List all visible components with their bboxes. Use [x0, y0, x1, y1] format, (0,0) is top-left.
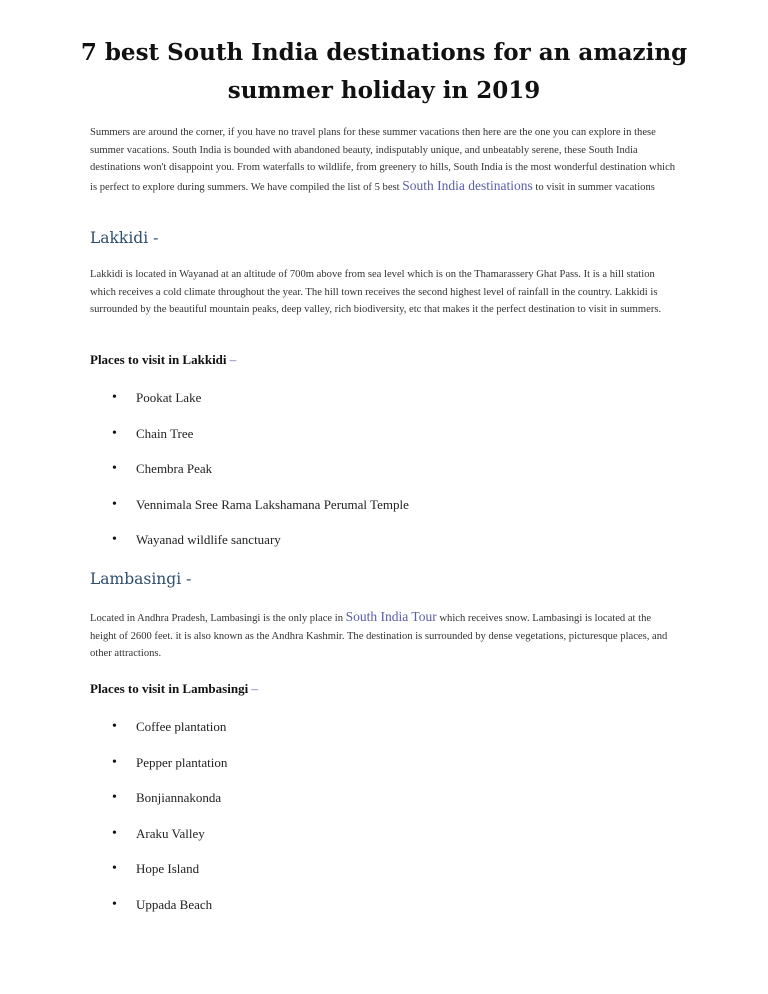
lakkidi-places-heading-text: Places to visit in Lakkidi: [90, 352, 227, 367]
lambasingi-places-heading: [90, 681, 258, 697]
lambasingi-list-item: • Coffee plantation: [112, 719, 227, 755]
lakkidi-list-item: • Wayanad wildlife sanctuary: [112, 532, 409, 568]
lambasingi-list-item: • Pepper plantation: [112, 755, 227, 791]
intro-text-before: Summers are around the corner, if you have no travel plans for these summer vacations then here are the one you can explore in these summer vacations. South India is bounded with abandoned beauty, indisputably unique, and unbeatably serene, these South India destinations won't disappoint you. From waterfalls to wildlife, from greenery to hills, South India is the most wonderful destination which is perfect to explore during summers. We have compiled the list of 5 best: [90, 127, 676, 193]
lambasingi-list-item: • Bonjiannakonda: [112, 790, 227, 826]
lambasingi-list-item: • Uppada Beach: [112, 897, 227, 933]
lakkidi-list-item: • Pookat Lake: [112, 390, 409, 426]
lakkidi-places-list: [112, 390, 409, 568]
lakkidi-places-dash: –: [229, 352, 237, 367]
intro-text-after: to visit in summer vacations: [532, 181, 655, 193]
lambasingi-text-before: Located in Andhra Pradesh, Lambasingi is the only place in: [90, 613, 346, 624]
lambasingi-paragraph: [90, 608, 680, 663]
lambasingi-list-item: • Hope Island: [112, 861, 227, 897]
lakkidi-list-item: • Chain Tree: [112, 426, 409, 462]
south-india-tour-link[interactable]: South India Tour: [345, 609, 437, 624]
lakkidi-list-item: • Vennimala Sree Rama Lakshamana Perumal Temple: [112, 497, 409, 533]
lambasingi-places-dash: –: [251, 681, 258, 696]
lambasingi-heading: Lambasingi -: [90, 570, 192, 588]
lakkidi-places-heading: [90, 352, 236, 368]
title-line-1: 7 best South India destinations for an amazing: [80, 39, 688, 66]
south-india-destinations-link[interactable]: South India destinations: [402, 177, 533, 193]
intro-paragraph: [90, 124, 680, 196]
lakkidi-list-item: • Chembra Peak: [112, 461, 409, 497]
lambasingi-list-item: • Araku Valley: [112, 826, 227, 862]
lambasingi-text-after: which receives snow. Lambasingi is located at the height of 2600 feet. it is also known as the Andhra Kashmir. The destination is surrounded by dense vegetations, picturesque places, and other attractions.: [90, 613, 668, 659]
lambasingi-places-list: [112, 719, 227, 932]
lakkidi-paragraph: Lakkidi is located in Wayanad at an altitude of 700m above from sea level which is on the Thamarassery Ghat Pass. It is a hill station which receives a cold climate throughout the year. The hill town receives the second highest level of rainfall in the country. Lakkidi is surrounded by the beautiful mountain peaks, deep valley, rich biodiversity, etc that makes it the perfect destination to visit in summers.: [90, 269, 662, 315]
page-title: [60, 34, 708, 110]
lakkidi-heading: Lakkidi -: [90, 229, 159, 247]
title-line-2: summer holiday in 2019: [227, 77, 541, 104]
lambasingi-places-heading-text: Places to visit in Lambasingi: [90, 681, 249, 696]
